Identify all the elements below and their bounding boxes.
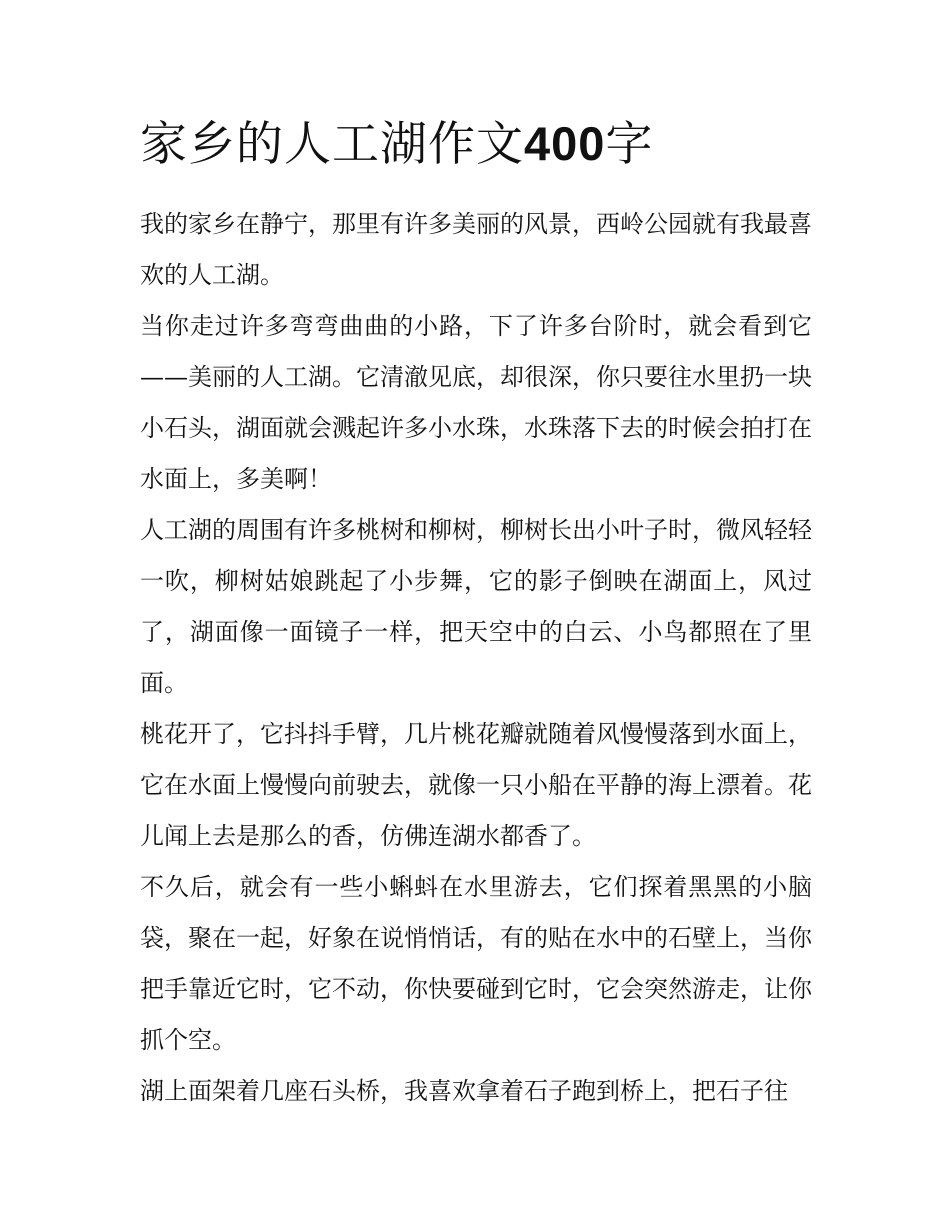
paragraph-6: 湖上面架着几座石头桥，我喜欢拿着石子跑到桥上，把石子往 bbox=[140, 1077, 788, 1105]
title-number: 400 bbox=[524, 117, 606, 170]
paragraph-5: 不久后，就会有一些小蝌蚪在水里游去，它们探着黑黑的小脑袋，聚在一起，好象在说悄悄话，有的贴在水中的石壁上，当你把手靠近它时，它不动，你快要碰到它时，它会突然游走，让你抓个空。 bbox=[140, 873, 812, 1054]
paragraph-4: 桃花开了，它抖抖手臂，几片桃花瓣就随着风慢慢落到水面上，它在水面上慢慢向前驶去，就像一只小船在平静的海上漂着。花儿闻上去是那么的香，仿佛连湖水都香了。 bbox=[140, 720, 812, 850]
title-suffix: 字 bbox=[605, 117, 654, 172]
document-page bbox=[140, 112, 812, 1117]
paragraph-2: 当你走过许多弯弯曲曲的小路，下了许多台阶时，就会看到它——美丽的人工湖。它清澈见底，却很深，你只要往水里扔一块小石头，湖面就会溅起许多小水珠，水珠落下去的时候会拍打在水面上，多美啊！ bbox=[140, 312, 812, 493]
paragraph-3: 人工湖的周围有许多桃树和柳树，柳树长出小叶子时，微风轻轻一吹，柳树姑娘跳起了小步舞，它的影子倒映在湖面上，风过了，湖面像一面镜子一样，把天空中的白云、小鸟都照在了里面。 bbox=[140, 516, 812, 697]
document-title bbox=[140, 112, 812, 177]
title-prefix: 家乡的人工湖作文 bbox=[140, 117, 524, 172]
paragraph-1: 我的家乡在静宁，那里有许多美丽的风景，西岭公园就有我最喜欢的人工湖。 bbox=[140, 210, 812, 289]
